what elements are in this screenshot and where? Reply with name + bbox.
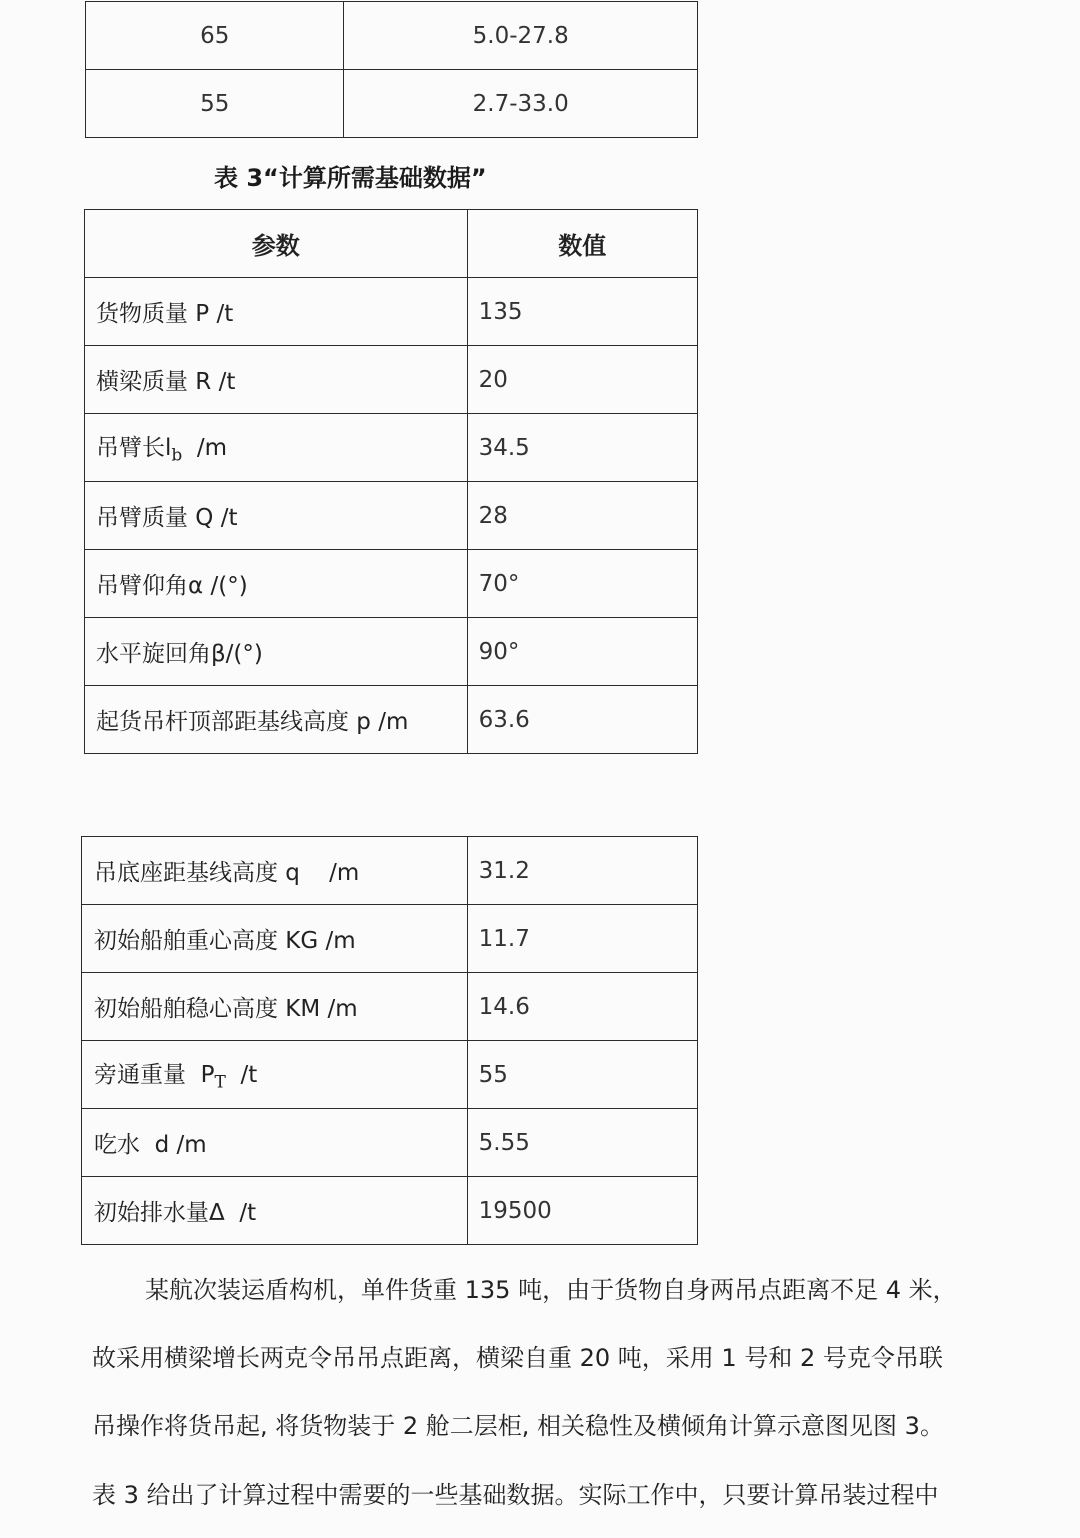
value-cell: 14.6 [467, 973, 697, 1041]
param-cell: 初始船舶稳心高度 KM /m [82, 973, 468, 1041]
param-cell: 吃水 d /m [82, 1109, 468, 1177]
value-cell: 20 [467, 346, 697, 414]
paragraph-line: 故采用横梁增长两克令吊吊点距离，横梁自重 20 吨，采用 1 号和 2 号克令吊联 [92, 1344, 943, 1372]
param-cell: 吊臂仰角α /(°) [85, 550, 468, 618]
param-subscript: T [214, 1072, 226, 1093]
table-row [82, 1109, 698, 1177]
param-subscript: b [171, 445, 183, 466]
table-row [85, 482, 698, 550]
table-2-continuation [85, 1, 698, 138]
value-cell: 90° [467, 618, 697, 686]
param-cell [82, 1041, 468, 1109]
table-row [85, 414, 698, 482]
table-row [82, 973, 698, 1041]
table-row [82, 1041, 698, 1109]
table-row [82, 905, 698, 973]
table-row [85, 686, 698, 754]
value-cell: 19500 [467, 1177, 697, 1245]
param-unit: /m [182, 435, 228, 462]
param-text: 旁通重量 P [94, 1062, 215, 1089]
table-cell: 5.0-27.8 [344, 2, 698, 70]
table-row [85, 550, 698, 618]
column-header-value: 数值 [467, 210, 697, 278]
value-cell: 11.7 [467, 905, 697, 973]
table-cell: 65 [86, 2, 344, 70]
table-row [85, 618, 698, 686]
param-cell: 吊臂质量 Q /t [85, 482, 468, 550]
param-cell: 吊底座距基线高度 q /m [82, 837, 468, 905]
value-cell: 135 [467, 278, 697, 346]
table-row [82, 837, 698, 905]
param-unit: /t [225, 1062, 258, 1089]
value-cell: 5.55 [467, 1109, 697, 1177]
table-3 [84, 209, 698, 754]
param-cell: 初始船舶重心高度 KG /m [82, 905, 468, 973]
value-cell: 70° [467, 550, 697, 618]
table-3-continued [81, 836, 698, 1245]
paragraph-line: 某航次装运盾构机，单件货重 135 吨，由于货物自身两吊点距离不足 4 米， [145, 1276, 957, 1304]
value-cell: 31.2 [467, 837, 697, 905]
table-row [85, 346, 698, 414]
value-cell: 63.6 [467, 686, 697, 754]
table-cell: 2.7-33.0 [344, 70, 698, 138]
table-row [85, 278, 698, 346]
paragraph-line: 吊操作将货吊起, 将货物装于 2 舱二层柜, 相关稳性及横倾角计算示意图见图 3。 [92, 1412, 944, 1440]
table-3-caption: 表 3“计算所需基础数据” [214, 164, 487, 192]
column-header-param: 参数 [85, 210, 468, 278]
table-row [86, 2, 698, 70]
param-cell: 货物质量 P /t [85, 278, 468, 346]
table-row [86, 70, 698, 138]
value-cell: 34.5 [467, 414, 697, 482]
param-cell: 初始排水量Δ /t [82, 1177, 468, 1245]
paragraph-line: 表 3 给出了计算过程中需要的一些基础数据。实际工作中，只要计算吊装过程中 [92, 1481, 939, 1509]
param-cell: 横梁质量 R /t [85, 346, 468, 414]
table-header-row [85, 210, 698, 278]
value-cell: 28 [467, 482, 697, 550]
table-cell: 55 [86, 70, 344, 138]
param-cell: 起货吊杆顶部距基线高度 p /m [85, 686, 468, 754]
param-text: 吊臂长l [96, 435, 172, 462]
table-row [82, 1177, 698, 1245]
param-cell [85, 414, 468, 482]
value-cell: 55 [467, 1041, 697, 1109]
param-cell: 水平旋回角β/(°) [85, 618, 468, 686]
